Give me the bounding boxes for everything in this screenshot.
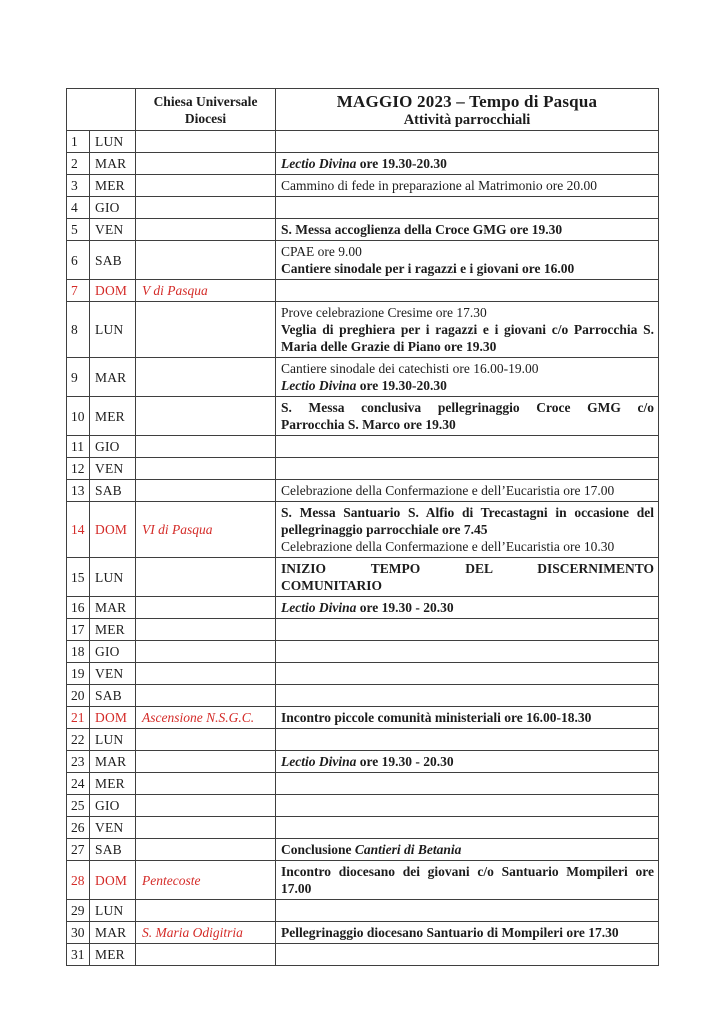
calendar-day-row bbox=[67, 358, 659, 397]
activity-line bbox=[281, 753, 654, 770]
parish-activities-cell bbox=[276, 241, 659, 280]
day-number: 5 bbox=[67, 219, 90, 241]
activity-line bbox=[281, 538, 654, 555]
church-feast-cell bbox=[136, 751, 276, 773]
church-feast-cell bbox=[136, 641, 276, 663]
day-number: 13 bbox=[67, 480, 90, 502]
church-feast-cell bbox=[136, 197, 276, 219]
parish-activities-cell bbox=[276, 597, 659, 619]
day-name: DOM bbox=[90, 280, 136, 302]
parish-activities-cell bbox=[276, 153, 659, 175]
activity-line bbox=[281, 221, 654, 238]
parish-activities-cell bbox=[276, 458, 659, 480]
day-number: 28 bbox=[67, 861, 90, 900]
day-number: 4 bbox=[67, 197, 90, 219]
activity-text-segment: Cantieri di Betania bbox=[354, 842, 462, 857]
calendar-day-row bbox=[67, 480, 659, 502]
activity-line bbox=[281, 521, 654, 538]
calendar-day-row bbox=[67, 861, 659, 900]
church-feast-cell bbox=[136, 900, 276, 922]
day-number: 8 bbox=[67, 302, 90, 358]
day-name: LUN bbox=[90, 900, 136, 922]
day-name: GIO bbox=[90, 436, 136, 458]
activity-text-segment: Incontro diocesano dei giovani c/o Santuario Mompileri ore bbox=[281, 864, 654, 879]
day-name: LUN bbox=[90, 131, 136, 153]
activity-line bbox=[281, 863, 654, 880]
church-feast-cell bbox=[136, 729, 276, 751]
activity-line bbox=[281, 416, 654, 433]
calendar-day-row bbox=[67, 219, 659, 241]
parish-activities-cell bbox=[276, 131, 659, 153]
table-header-row bbox=[67, 89, 659, 131]
day-number: 29 bbox=[67, 900, 90, 922]
day-name: MER bbox=[90, 773, 136, 795]
church-feast-cell bbox=[136, 795, 276, 817]
church-feast-cell bbox=[136, 817, 276, 839]
page-subtitle: Attività parrocchiali bbox=[403, 111, 531, 128]
parish-activities-cell bbox=[276, 729, 659, 751]
activity-text-segment: ore 19.30 - 20.30 bbox=[356, 600, 454, 615]
activity-line bbox=[281, 155, 654, 172]
calendar-day-row bbox=[67, 944, 659, 966]
activity-text-segment: S. Messa conclusiva pellegrinaggio Croce GMG c/o bbox=[281, 400, 654, 415]
activity-text-segment: Lectio Divina bbox=[281, 600, 357, 615]
church-feast-cell bbox=[136, 302, 276, 358]
parish-activities-cell bbox=[276, 175, 659, 197]
activity-line bbox=[281, 338, 654, 355]
activity-line bbox=[281, 377, 654, 394]
day-number: 3 bbox=[67, 175, 90, 197]
activity-text-segment: INIZIO TEMPO DEL DISCERNIMENTO bbox=[281, 561, 654, 576]
church-column-title-line1: Chiesa Universale bbox=[153, 93, 258, 109]
day-number: 21 bbox=[67, 707, 90, 729]
day-number: 17 bbox=[67, 619, 90, 641]
day-number: 12 bbox=[67, 458, 90, 480]
day-number: 26 bbox=[67, 817, 90, 839]
activity-text-segment: Pellegrinaggio diocesano Santuario di Mompileri ore 17.30 bbox=[281, 925, 619, 940]
activity-text-segment: Incontro piccole comunità ministeriali ore 16.00-18.30 bbox=[281, 710, 592, 725]
church-column-title-line2: Diocesi bbox=[184, 110, 227, 126]
day-name: LUN bbox=[90, 558, 136, 597]
day-number: 25 bbox=[67, 795, 90, 817]
calendar-day-row bbox=[67, 729, 659, 751]
parish-activities-cell bbox=[276, 900, 659, 922]
activity-line bbox=[281, 177, 654, 194]
parish-activities-cell bbox=[276, 197, 659, 219]
activity-text-segment: ore 19.30-20.30 bbox=[356, 156, 447, 171]
day-name: MER bbox=[90, 619, 136, 641]
church-feast-cell: S. Maria Odigitria bbox=[136, 922, 276, 944]
day-number: 23 bbox=[67, 751, 90, 773]
day-number: 14 bbox=[67, 502, 90, 558]
calendar-day-row bbox=[67, 663, 659, 685]
activity-line bbox=[281, 243, 654, 260]
church-feast-cell bbox=[136, 131, 276, 153]
day-number: 9 bbox=[67, 358, 90, 397]
calendar-day-row bbox=[67, 436, 659, 458]
church-feast-cell bbox=[136, 663, 276, 685]
church-feast-cell: Pentecoste bbox=[136, 861, 276, 900]
parish-activities-cell bbox=[276, 944, 659, 966]
calendar-day-row bbox=[67, 707, 659, 729]
parish-activities-cell bbox=[276, 619, 659, 641]
day-number: 7 bbox=[67, 280, 90, 302]
calendar-day-row bbox=[67, 597, 659, 619]
parish-activities-cell bbox=[276, 663, 659, 685]
day-number: 1 bbox=[67, 131, 90, 153]
church-feast-cell bbox=[136, 480, 276, 502]
header-church-column bbox=[136, 89, 276, 131]
church-feast-cell bbox=[136, 175, 276, 197]
day-name: VEN bbox=[90, 817, 136, 839]
calendar-day-row bbox=[67, 839, 659, 861]
parish-activities-cell bbox=[276, 817, 659, 839]
day-name: MAR bbox=[90, 922, 136, 944]
page-title: MAGGIO 2023 – Tempo di Pasqua bbox=[336, 91, 598, 111]
activity-text-segment: COMUNITARIO bbox=[281, 578, 382, 593]
activity-line bbox=[281, 599, 654, 616]
parish-activities-cell bbox=[276, 773, 659, 795]
day-number: 6 bbox=[67, 241, 90, 280]
parish-activities-cell bbox=[276, 641, 659, 663]
parish-activities-cell bbox=[276, 861, 659, 900]
day-name: DOM bbox=[90, 707, 136, 729]
activity-text-segment: ore 19.30 - 20.30 bbox=[356, 754, 454, 769]
day-name: MER bbox=[90, 397, 136, 436]
parish-activities-cell bbox=[276, 502, 659, 558]
church-feast-cell bbox=[136, 241, 276, 280]
day-name: MAR bbox=[90, 751, 136, 773]
parish-activities-cell bbox=[276, 795, 659, 817]
day-name: GIO bbox=[90, 795, 136, 817]
church-feast-cell bbox=[136, 219, 276, 241]
day-number: 19 bbox=[67, 663, 90, 685]
activity-line bbox=[281, 880, 654, 897]
calendar-day-row bbox=[67, 685, 659, 707]
activity-line bbox=[281, 260, 654, 277]
church-feast-cell bbox=[136, 839, 276, 861]
day-number: 22 bbox=[67, 729, 90, 751]
activity-text-segment: Prove celebrazione Cresime ore 17.30 bbox=[281, 305, 487, 320]
day-name: SAB bbox=[90, 480, 136, 502]
activity-text-segment: Cantiere sinodale dei catechisti ore 16.00-19.00 bbox=[281, 361, 539, 376]
church-feast-cell bbox=[136, 597, 276, 619]
church-feast-cell bbox=[136, 619, 276, 641]
day-name: MAR bbox=[90, 358, 136, 397]
activity-line bbox=[281, 399, 654, 416]
day-number: 18 bbox=[67, 641, 90, 663]
day-name: LUN bbox=[90, 729, 136, 751]
day-number: 31 bbox=[67, 944, 90, 966]
day-name: MER bbox=[90, 175, 136, 197]
day-name: VEN bbox=[90, 219, 136, 241]
day-number: 24 bbox=[67, 773, 90, 795]
day-name: SAB bbox=[90, 685, 136, 707]
day-name: MER bbox=[90, 944, 136, 966]
parish-activities-cell bbox=[276, 397, 659, 436]
day-name: SAB bbox=[90, 241, 136, 280]
day-name: DOM bbox=[90, 502, 136, 558]
activity-text-segment: Lectio Divina bbox=[281, 378, 357, 393]
day-number: 27 bbox=[67, 839, 90, 861]
header-empty-cell bbox=[67, 89, 136, 131]
day-name: MAR bbox=[90, 597, 136, 619]
calendar-day-row bbox=[67, 280, 659, 302]
parish-activities-cell bbox=[276, 707, 659, 729]
activity-text-segment: Cantiere sinodale per i ragazzi e i giovani ore 16.00 bbox=[281, 261, 575, 276]
church-feast-cell bbox=[136, 685, 276, 707]
calendar-day-row bbox=[67, 175, 659, 197]
activity-text-segment: Maria delle Grazie di Piano ore 19.30 bbox=[281, 339, 497, 354]
day-number: 15 bbox=[67, 558, 90, 597]
church-feast-cell bbox=[136, 773, 276, 795]
calendar-day-row bbox=[67, 795, 659, 817]
calendar-day-row bbox=[67, 773, 659, 795]
day-number: 10 bbox=[67, 397, 90, 436]
calendar-day-row bbox=[67, 817, 659, 839]
church-feast-cell bbox=[136, 944, 276, 966]
activity-text-segment: ore 19.30-20.30 bbox=[356, 378, 447, 393]
parish-activities-cell bbox=[276, 685, 659, 707]
activity-line bbox=[281, 482, 654, 499]
activity-line bbox=[281, 321, 654, 338]
calendar-day-row bbox=[67, 641, 659, 663]
parish-activities-cell bbox=[276, 219, 659, 241]
calendar-day-row bbox=[67, 900, 659, 922]
day-name: SAB bbox=[90, 839, 136, 861]
activity-line bbox=[281, 709, 654, 726]
header-title-cell bbox=[276, 89, 659, 131]
church-feast-cell bbox=[136, 358, 276, 397]
church-feast-cell bbox=[136, 558, 276, 597]
activity-text-segment: 17.00 bbox=[281, 881, 312, 896]
activity-line bbox=[281, 841, 654, 858]
activity-line bbox=[281, 304, 654, 321]
day-name: MAR bbox=[90, 153, 136, 175]
calendar-day-row bbox=[67, 302, 659, 358]
activity-text-segment: Conclusione bbox=[281, 842, 355, 857]
day-number: 16 bbox=[67, 597, 90, 619]
activity-text-segment: Veglia di preghiera per i ragazzi e i giovani c/o Parrocchia S. bbox=[281, 322, 654, 337]
activity-text-segment: Parrocchia S. Marco ore 19.30 bbox=[281, 417, 456, 432]
activity-text-segment: S. Messa Santuario S. Alfio di Trecastagni in occasione del bbox=[281, 505, 654, 520]
activity-text-segment: Celebrazione della Confermazione e dell’Eucaristia ore 17.00 bbox=[281, 483, 615, 498]
day-name: DOM bbox=[90, 861, 136, 900]
day-name: VEN bbox=[90, 663, 136, 685]
calendar-day-row bbox=[67, 922, 659, 944]
activity-line bbox=[281, 560, 654, 577]
calendar-day-row bbox=[67, 558, 659, 597]
church-feast-cell bbox=[136, 153, 276, 175]
parish-activities-cell bbox=[276, 358, 659, 397]
activity-line bbox=[281, 360, 654, 377]
church-feast-cell: V di Pasqua bbox=[136, 280, 276, 302]
church-feast-cell: Ascensione N.S.G.C. bbox=[136, 707, 276, 729]
parish-activities-cell bbox=[276, 280, 659, 302]
day-number: 30 bbox=[67, 922, 90, 944]
parish-activities-cell bbox=[276, 436, 659, 458]
activity-text-segment: S. Messa accoglienza della Croce GMG ore 19.30 bbox=[281, 222, 563, 237]
parish-activities-cell bbox=[276, 751, 659, 773]
church-feast-cell bbox=[136, 397, 276, 436]
activity-text-segment: pellegrinaggio parrocchiale ore 7.45 bbox=[281, 522, 488, 537]
church-feast-cell bbox=[136, 436, 276, 458]
calendar-table bbox=[66, 88, 659, 966]
day-name: GIO bbox=[90, 641, 136, 663]
parish-activities-cell bbox=[276, 302, 659, 358]
calendar-day-row bbox=[67, 131, 659, 153]
activity-line bbox=[281, 504, 654, 521]
calendar-day-row bbox=[67, 458, 659, 480]
calendar-day-row bbox=[67, 153, 659, 175]
activity-text-segment: Celebrazione della Confermazione e dell’Eucaristia ore 10.30 bbox=[281, 539, 615, 554]
day-number: 11 bbox=[67, 436, 90, 458]
day-name: LUN bbox=[90, 302, 136, 358]
parish-activities-cell bbox=[276, 922, 659, 944]
parish-activities-cell bbox=[276, 839, 659, 861]
activity-text-segment: Lectio Divina bbox=[281, 156, 357, 171]
calendar-day-row bbox=[67, 241, 659, 280]
day-number: 2 bbox=[67, 153, 90, 175]
church-feast-cell: VI di Pasqua bbox=[136, 502, 276, 558]
parish-activities-cell bbox=[276, 558, 659, 597]
activity-text-segment: Lectio Divina bbox=[281, 754, 357, 769]
church-feast-cell bbox=[136, 458, 276, 480]
activity-text-segment: CPAE ore 9.00 bbox=[281, 244, 362, 259]
day-number: 20 bbox=[67, 685, 90, 707]
calendar-day-row bbox=[67, 502, 659, 558]
day-name: VEN bbox=[90, 458, 136, 480]
activity-line bbox=[281, 924, 654, 941]
activity-text-segment: Cammino di fede in preparazione al Matrimonio ore 20.00 bbox=[281, 178, 598, 193]
day-name: GIO bbox=[90, 197, 136, 219]
calendar-day-row bbox=[67, 619, 659, 641]
activity-line bbox=[281, 577, 654, 594]
calendar-day-row bbox=[67, 197, 659, 219]
parish-activities-cell bbox=[276, 480, 659, 502]
calendar-day-row bbox=[67, 751, 659, 773]
calendar-day-row bbox=[67, 397, 659, 436]
